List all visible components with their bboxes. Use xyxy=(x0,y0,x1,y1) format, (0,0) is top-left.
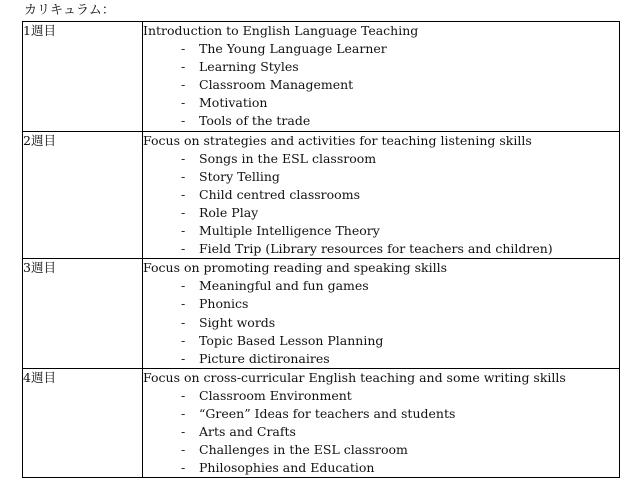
week-focus: Focus on cross-curricular English teaching and some writing skills xyxy=(143,369,566,385)
topic-item xyxy=(143,112,619,130)
topic-text: Topic Based Lesson Planning xyxy=(199,332,384,348)
week-label: 4週目 xyxy=(23,368,143,478)
week-label: 3週目 xyxy=(23,259,143,369)
week-content xyxy=(143,368,620,478)
week-row-4 xyxy=(23,368,620,478)
topic-text: Arts and Crafts xyxy=(199,424,296,440)
topic-item xyxy=(143,314,619,332)
topic-list xyxy=(143,277,619,367)
topic-item xyxy=(143,332,619,350)
bullet-dash: - xyxy=(181,150,186,166)
bullet-dash: - xyxy=(181,350,186,366)
topic-item xyxy=(143,350,619,368)
topic-text: Role Play xyxy=(199,204,259,220)
week-row-2 xyxy=(23,131,620,259)
topic-item xyxy=(143,58,619,76)
topic-item xyxy=(143,459,619,477)
topic-item xyxy=(143,387,619,405)
bullet-dash: - xyxy=(181,223,186,239)
topic-item xyxy=(143,295,619,313)
topic-text: Child centred classrooms xyxy=(199,186,360,202)
week-content xyxy=(143,259,620,369)
topic-text: Field Trip (Library resources for teachers and children) xyxy=(199,241,553,257)
week-label: 2週目 xyxy=(23,131,143,259)
topic-list xyxy=(143,387,619,477)
topic-text: Classroom Environment xyxy=(199,387,352,403)
topic-item xyxy=(143,150,619,168)
bullet-dash: - xyxy=(181,442,186,458)
bullet-dash: - xyxy=(181,59,186,75)
week-focus: Introduction to English Language Teaching xyxy=(143,23,419,38)
bullet-dash: - xyxy=(181,186,186,202)
topic-text: Tools of the trade xyxy=(199,113,311,129)
topic-item xyxy=(143,76,619,94)
bullet-dash: - xyxy=(181,296,186,312)
topic-item xyxy=(143,423,619,441)
topic-item xyxy=(143,168,619,186)
bullet-dash: - xyxy=(181,204,186,220)
bullet-dash: - xyxy=(181,424,186,440)
bullet-dash: - xyxy=(181,278,186,294)
topic-item xyxy=(143,240,619,258)
topic-text: “Green” Ideas for teachers and students xyxy=(199,405,456,421)
topic-item xyxy=(143,277,619,295)
bullet-dash: - xyxy=(181,77,186,93)
week-focus: Focus on strategies and activities for teaching listening skills xyxy=(143,132,532,148)
topic-text: Philosophies and Education xyxy=(199,460,375,476)
bullet-dash: - xyxy=(181,41,186,57)
bullet-dash: - xyxy=(181,241,186,257)
week-focus: Focus on promoting reading and speaking skills xyxy=(143,260,448,276)
topic-text: Songs in the ESL classroom xyxy=(199,150,377,166)
topic-item xyxy=(143,94,619,112)
topic-text: Challenges in the ESL classroom xyxy=(199,442,408,458)
bullet-dash: - xyxy=(181,314,186,330)
week-row-1 xyxy=(23,22,620,132)
bullet-dash: - xyxy=(181,387,186,403)
topic-text: Motivation xyxy=(199,95,268,111)
topic-list xyxy=(143,150,619,259)
bullet-dash: - xyxy=(181,405,186,421)
curriculum-heading: カリキュラム： xyxy=(24,3,115,18)
topic-text: Picture dictironaires xyxy=(199,350,330,366)
curriculum-table xyxy=(22,21,620,478)
topic-text: Classroom Management xyxy=(199,77,354,93)
week-row-3 xyxy=(23,259,620,369)
topic-text: Story Telling xyxy=(199,168,280,184)
topic-text: Sight words xyxy=(199,314,276,330)
topic-item xyxy=(143,186,619,204)
topic-item xyxy=(143,405,619,423)
week-label: 1週目 xyxy=(23,22,143,132)
topic-text: Multiple Intelligence Theory xyxy=(199,223,380,239)
bullet-dash: - xyxy=(181,332,186,348)
week-content xyxy=(143,22,620,132)
topic-item xyxy=(143,204,619,222)
week-content xyxy=(143,131,620,259)
topic-item xyxy=(143,40,619,58)
topic-list xyxy=(143,40,619,130)
topic-text: Meaningful and fun games xyxy=(199,278,369,294)
topic-text: Learning Styles xyxy=(199,59,299,75)
topic-text: The Young Language Learner xyxy=(199,41,387,57)
bullet-dash: - xyxy=(181,168,186,184)
bullet-dash: - xyxy=(181,460,186,476)
topic-item xyxy=(143,222,619,240)
bullet-dash: - xyxy=(181,95,186,111)
topic-item xyxy=(143,441,619,459)
topic-text: Phonics xyxy=(199,296,249,312)
bullet-dash: - xyxy=(181,113,186,129)
